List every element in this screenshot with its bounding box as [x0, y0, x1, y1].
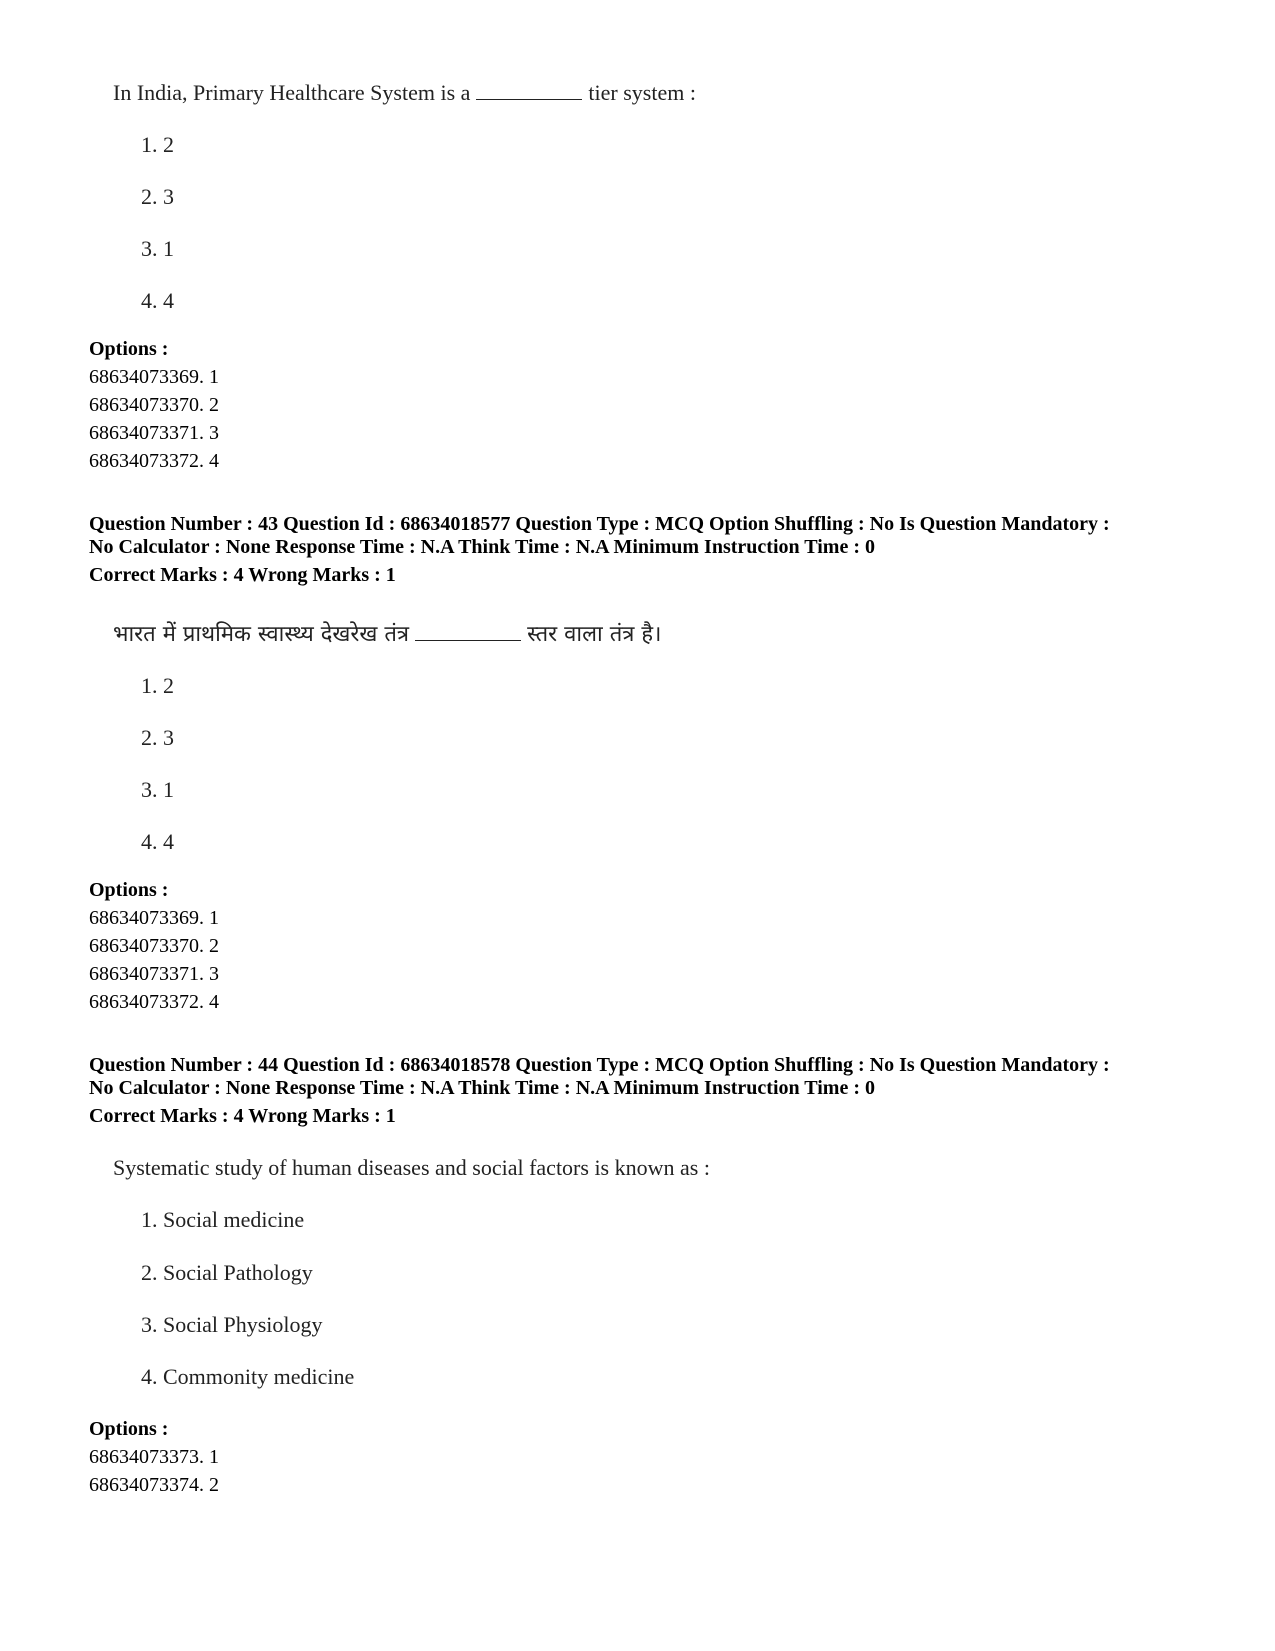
q42-option-1: 68634073369. 1 — [89, 366, 219, 388]
q44-header-line1: Question Number : 44 Question Id : 68634018578 Question Type : MCQ Option Shuffling : No Is Question Mandatory : — [89, 1054, 1110, 1076]
q43-stem-tail: स्तर वाला तंत्र है। — [527, 622, 662, 647]
q42-choice-3: 3. 1 — [141, 236, 174, 261]
q44-option-2: 68634073374. 2 — [89, 1474, 219, 1496]
q43-option-4: 68634073372. 4 — [89, 991, 219, 1013]
q42-stem — [113, 80, 696, 106]
q44-marks: Correct Marks : 4 Wrong Marks : 1 — [89, 1105, 396, 1127]
q43-choice-3: 3. 1 — [141, 777, 174, 802]
q43-header-line2: No Calculator : None Response Time : N.A Think Time : N.A Minimum Instruction Time : 0 — [89, 536, 875, 558]
q43-option-3: 68634073371. 3 — [89, 963, 219, 985]
q43-choice-4: 4. 4 — [141, 829, 174, 854]
q44-choice-2: 2. Social Pathology — [141, 1260, 313, 1285]
q43-options-label: Options : — [89, 879, 169, 901]
q42-option-4: 68634073372. 4 — [89, 450, 219, 472]
q42-options-label: Options : — [89, 338, 169, 360]
q42-stem-tail: tier system : — [588, 80, 696, 105]
q43-stem-text: भारत में प्राथमिक स्वास्थ्य देखरेख तंत्र — [113, 622, 410, 647]
q43-stem — [113, 618, 661, 648]
q42-blank — [476, 81, 582, 100]
q43-choice-2: 2. 3 — [141, 725, 174, 750]
q43-option-2: 68634073370. 2 — [89, 935, 219, 957]
q44-choice-4: 4. Commonity medicine — [141, 1364, 355, 1389]
q42-option-3: 68634073371. 3 — [89, 422, 219, 444]
q44-stem: Systematic study of human diseases and social factors is known as : — [113, 1155, 710, 1180]
q42-choice-1: 1. 2 — [141, 132, 174, 157]
q44-header-line2: No Calculator : None Response Time : N.A Think Time : N.A Minimum Instruction Time : 0 — [89, 1077, 875, 1099]
q43-blank — [415, 622, 521, 641]
q43-marks: Correct Marks : 4 Wrong Marks : 1 — [89, 564, 396, 586]
q43-choice-1: 1. 2 — [141, 673, 174, 698]
q43-header-line1: Question Number : 43 Question Id : 68634018577 Question Type : MCQ Option Shuffling : No Is Question Mandatory : — [89, 513, 1110, 535]
q44-choice-1: 1. Social medicine — [141, 1207, 305, 1232]
q42-choice-4: 4. 4 — [141, 288, 174, 313]
q44-choice-3: 3. Social Physiology — [141, 1312, 323, 1337]
q44-options-label: Options : — [89, 1418, 169, 1440]
q44-option-1: 68634073373. 1 — [89, 1446, 219, 1468]
q42-option-2: 68634073370. 2 — [89, 394, 219, 416]
q43-option-1: 68634073369. 1 — [89, 907, 219, 929]
q42-stem-text: In India, Primary Healthcare System is a — [113, 80, 471, 105]
q42-choice-2: 2. 3 — [141, 184, 174, 209]
